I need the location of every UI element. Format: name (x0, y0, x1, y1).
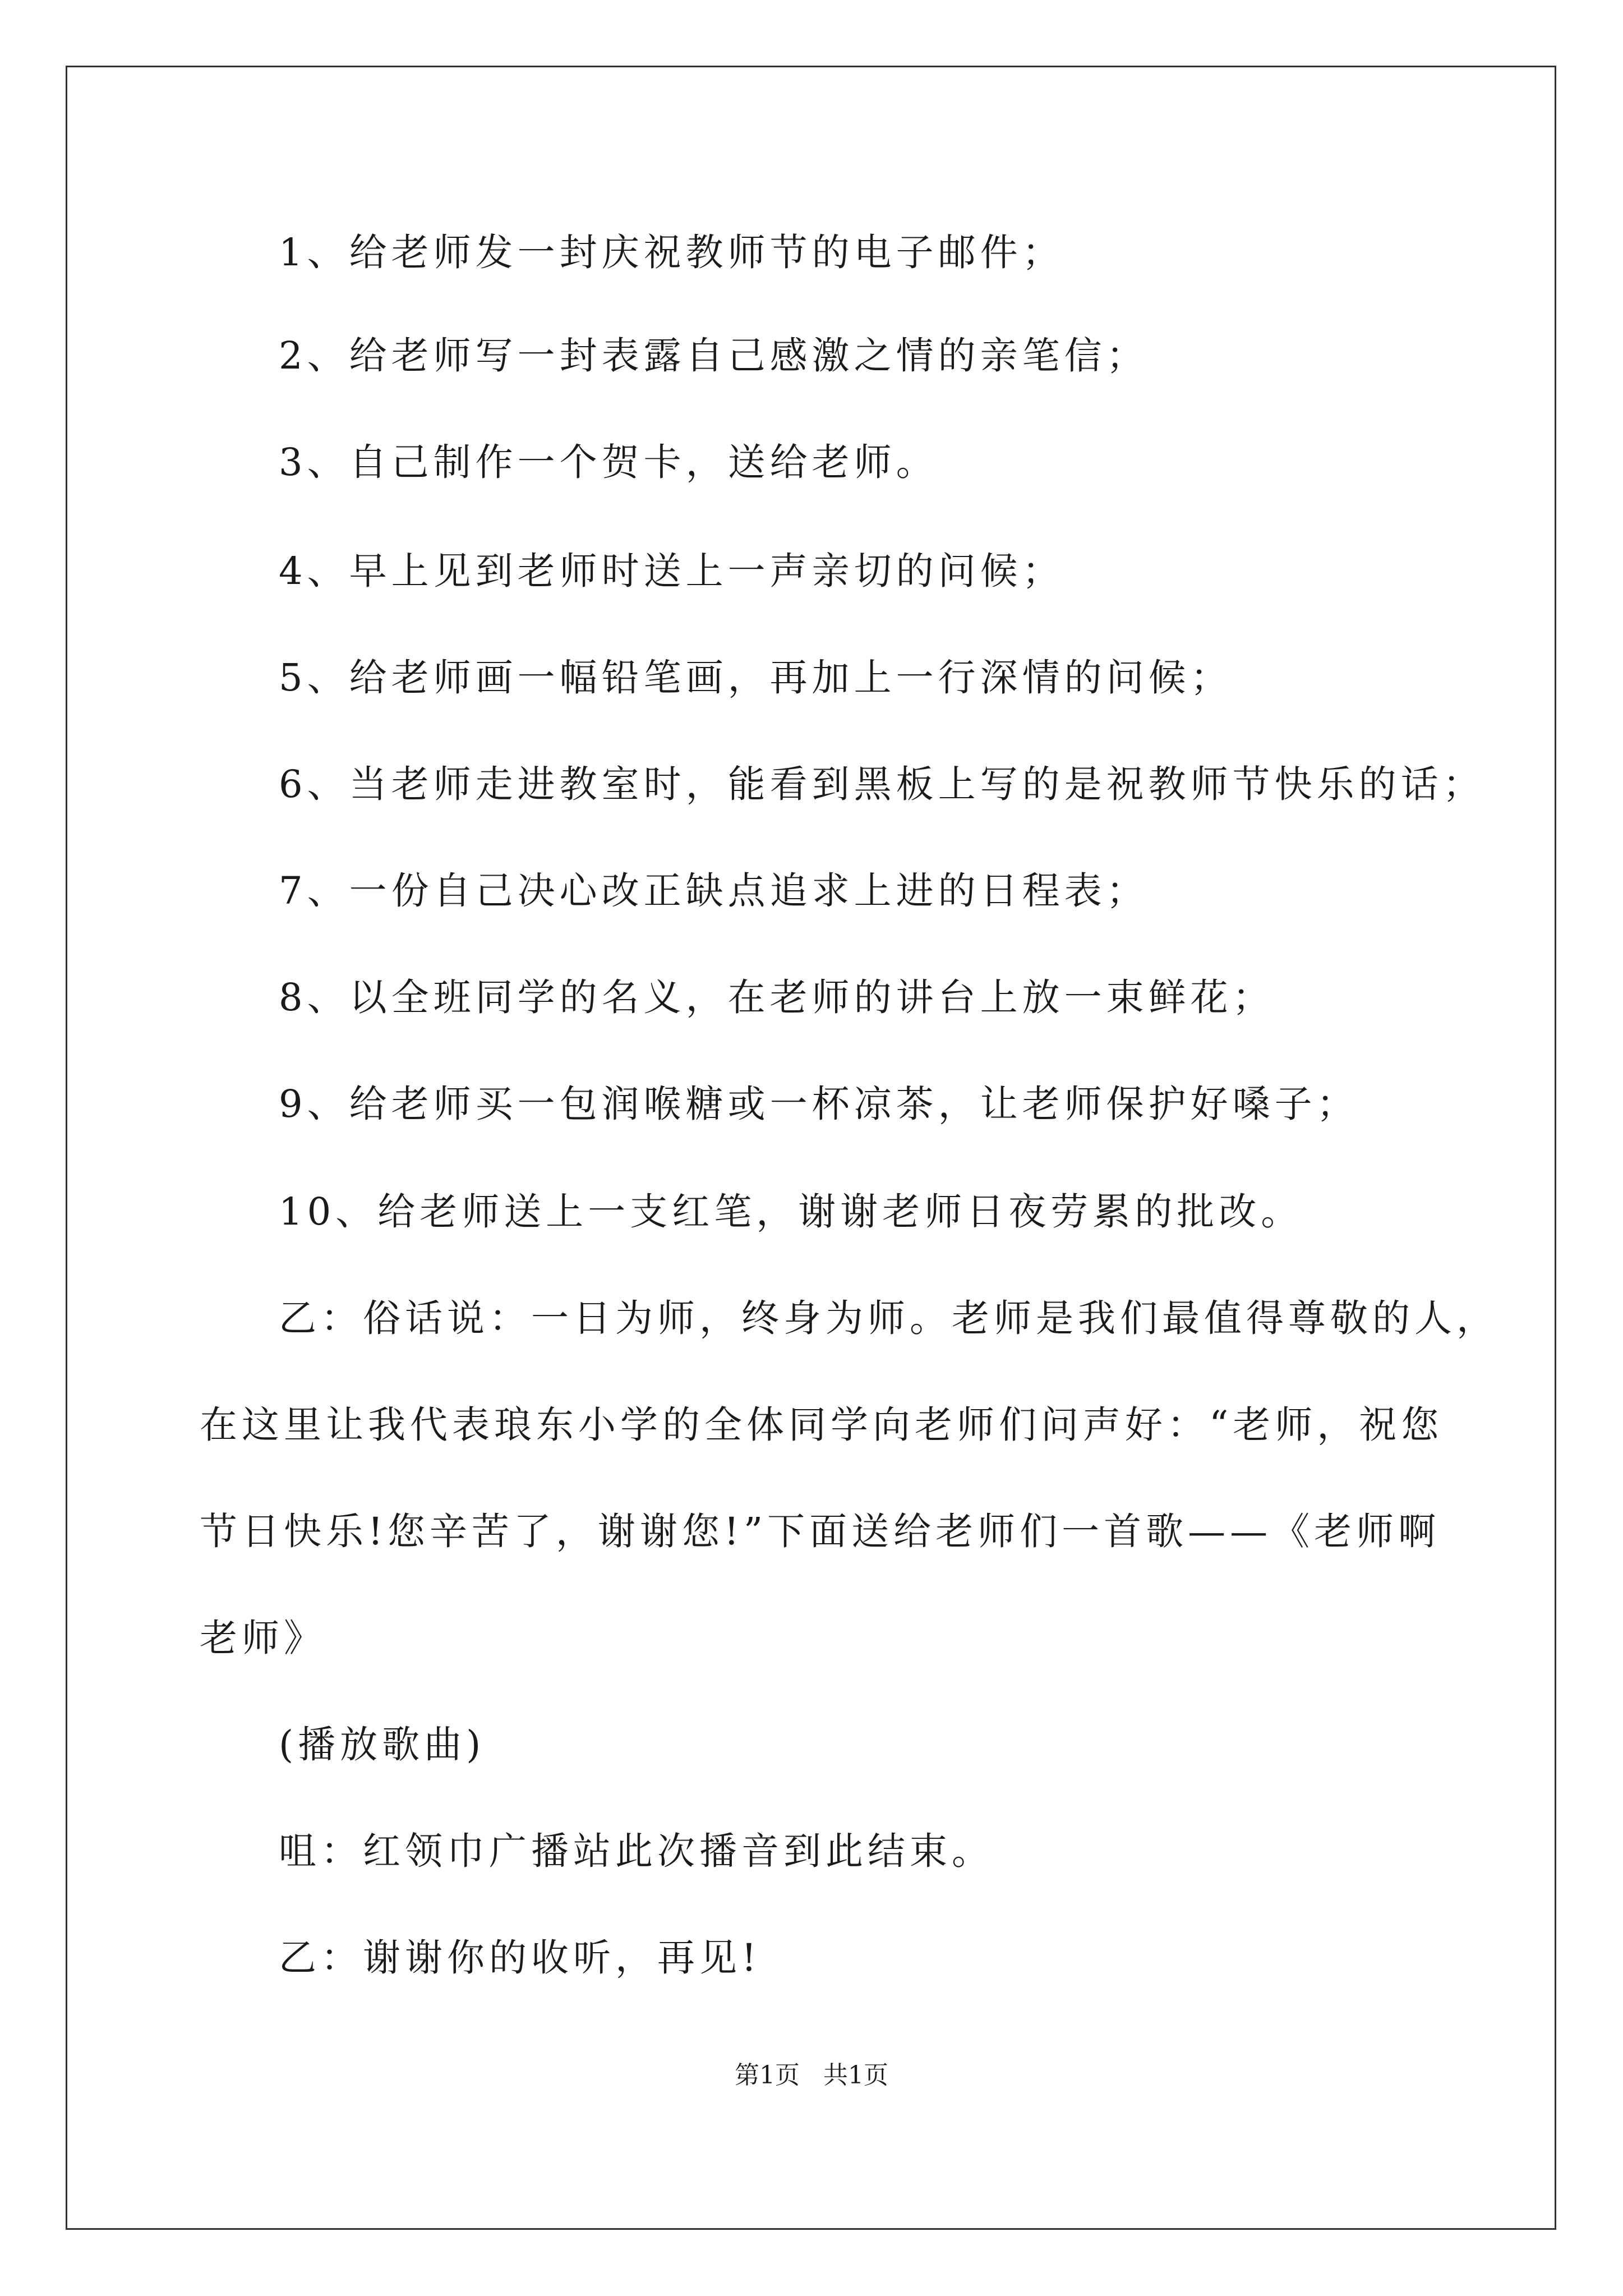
list-item: 5、给老师画一幅铅笔画，再加上一行深情的问候； (279, 656, 1233, 700)
page-border (66, 66, 1556, 2230)
list-item: 3、自己制作一个贺卡，送给老师。 (279, 440, 938, 484)
paragraph-line: 老师》 (200, 1616, 326, 1660)
closing-line: 乙：谢谢你的收听，再见! (279, 1936, 761, 1980)
page-number-footer: 第1页 共1页 (735, 2061, 888, 2090)
list-item: 4、早上见到老师时送上一声亲切的问候； (279, 549, 1064, 593)
list-item: 9、给老师买一包润喉糖或一杯凉茶，让老师保护好嗓子； (279, 1082, 1359, 1126)
list-item: 10、给老师送上一支红笔，谢谢老师日夜劳累的批改。 (279, 1190, 1303, 1234)
paragraph-line: 在这里让我代表琅东小学的全体同学向老师们问声好：“老师，祝您 (200, 1403, 1444, 1447)
list-item: 1、给老师发一封庆祝教师节的电子邮件； (279, 231, 1064, 274)
closing-line: 咀：红领巾广播站此次播音到此结束。 (279, 1829, 994, 1873)
list-item: 6、当老师走进教室时，能看到黑板上写的是祝教师节快乐的话； (279, 762, 1485, 806)
paragraph-line: 节日快乐!您辛苦了，谢谢您!”下面送给老师们一首歌——《老师啊 (200, 1510, 1441, 1553)
paragraph-line: 乙：俗话说：一日为师，终身为师。老师是我们最值得尊敬的人， (279, 1296, 1498, 1340)
list-item: 8、以全班同学的名义，在老师的讲台上放一束鲜花； (279, 976, 1275, 1019)
closing-line: (播放歌曲) (279, 1723, 486, 1766)
list-item: 2、给老师写一封表露自己感激之情的亲笔信； (279, 334, 1149, 378)
list-item: 7、一份自己决心改正缺点追求上进的日程表； (279, 869, 1149, 913)
